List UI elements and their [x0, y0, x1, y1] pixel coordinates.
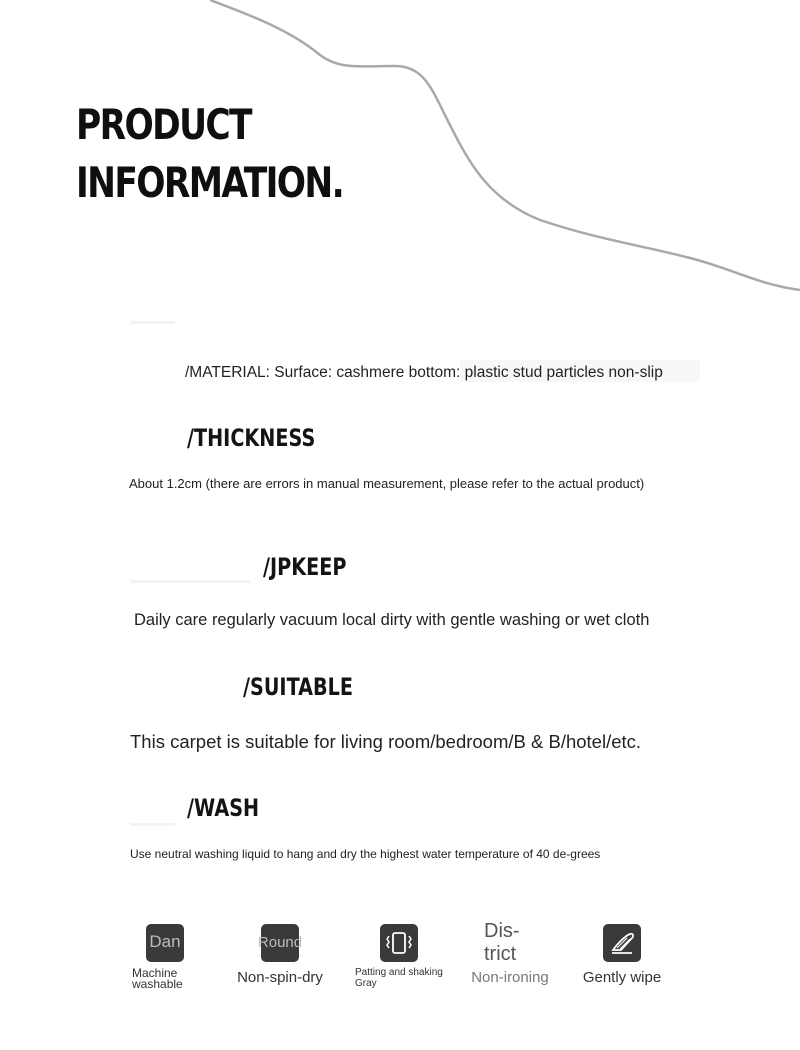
- care-non-ironing: [464, 920, 556, 986]
- care-patting-shaking: [355, 924, 455, 989]
- wash-text: Use neutral washing liquid to hang and dry the highest water temperature of 40 de-grees: [130, 847, 601, 861]
- page-title: [76, 96, 343, 212]
- thickness-heading: /THICKNESS: [187, 424, 316, 452]
- keep-heading: /JPKEEP: [263, 553, 347, 581]
- thickness-text: About 1.2cm (there are errors in manual measurement, please refer to the actual product): [129, 476, 645, 491]
- care-label: Non-spin-dry: [237, 969, 323, 986]
- material-text: /MATERIAL: Surface: cashmere bottom: plastic stud particles non-slip: [185, 364, 663, 381]
- care-label: Patting and shaking Gray: [355, 967, 443, 989]
- icon-overlay-text: Dan: [149, 932, 181, 951]
- keep-text: Daily care regularly vacuum local dirty with gentle washing or wet cloth: [134, 611, 650, 629]
- ghost-residue: [130, 321, 175, 324]
- no-ironing-icon: Dis-trict: [484, 920, 520, 965]
- suitable-heading: /SUITABLE: [243, 673, 354, 701]
- patting-shaking-icon: [380, 924, 418, 962]
- suitable-text: This carpet is suitable for living room/bedroom/B & B/hotel/etc.: [130, 731, 642, 752]
- ghost-residue: [130, 823, 175, 826]
- care-gently-wipe: [572, 924, 672, 986]
- care-label: Machine washable: [132, 966, 183, 991]
- title-line-2: INFORMATION.: [76, 158, 344, 207]
- care-non-spin-dry: [234, 924, 326, 986]
- wash-heading: /WASH: [187, 794, 260, 822]
- gentle-wipe-icon: [603, 924, 641, 962]
- icon-overlay-text: Round: [257, 934, 303, 951]
- machine-wash-icon: [146, 924, 184, 962]
- no-spin-dry-icon: [257, 924, 303, 962]
- ghost-residue: [130, 580, 250, 583]
- title-line-1: PRODUCT: [76, 100, 251, 149]
- care-label: Gently wipe: [582, 969, 662, 986]
- care-machine-washable: [132, 924, 196, 990]
- care-label: Non-ironing: [471, 969, 549, 986]
